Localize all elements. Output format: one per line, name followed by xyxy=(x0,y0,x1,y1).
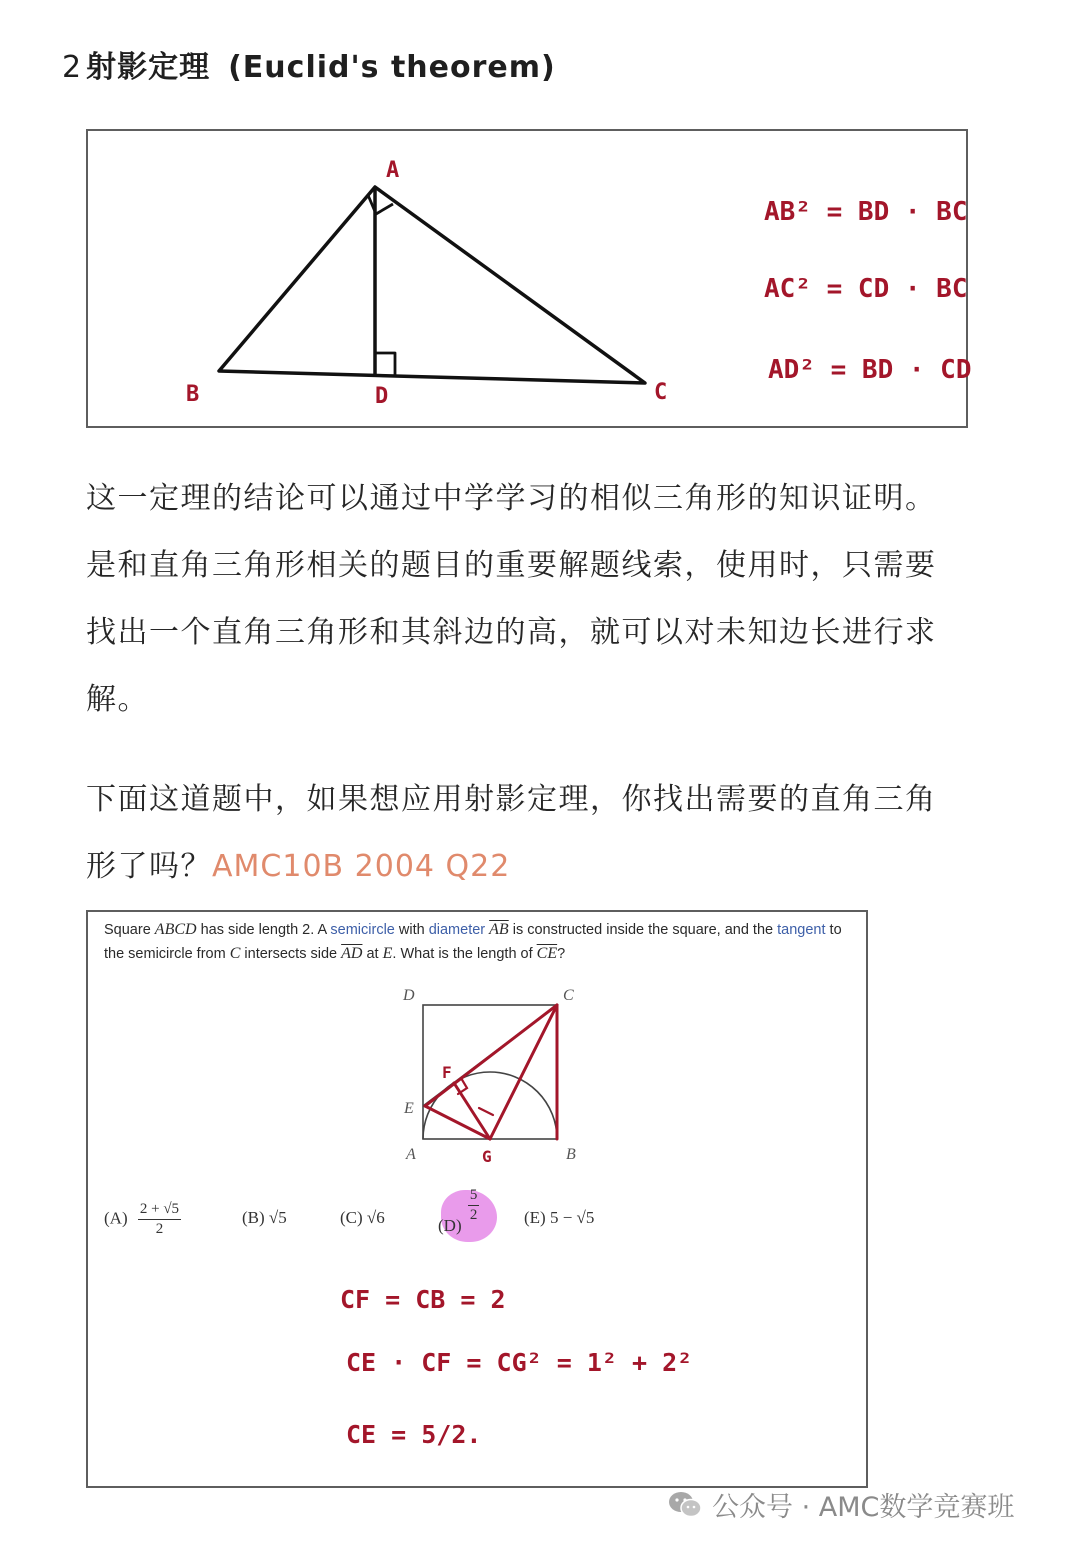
explanation-paragraph: 这一定理的结论可以通过中学学习的相似三角形的知识证明。是和直角三角形相关的题目的重要解题线索，使用时，只需要找出一个直角三角形和其斜边的高，就可以对未知边长进行求解。 xyxy=(86,481,937,717)
title-chinese: 射影定理 xyxy=(86,50,211,85)
math-ad: $\overline{AD}$ xyxy=(341,945,363,962)
fig-label-b: B xyxy=(566,1146,576,1163)
answer-choices xyxy=(104,1182,804,1242)
problem-reference: AMC10B 2004 Q22 xyxy=(212,849,511,884)
semicircle xyxy=(423,1072,557,1139)
title-number: 2 xyxy=(62,50,83,85)
solution-line-1: CF = CB = 2 xyxy=(340,1285,506,1314)
fig-label-g: G xyxy=(482,1147,492,1166)
formula-ad: AD² = BD · CD xyxy=(768,355,972,385)
math-c: C xyxy=(229,945,241,962)
amc-problem-box xyxy=(86,910,868,1488)
term-diameter[interactable]: diameter xyxy=(428,922,486,938)
label-c: C xyxy=(654,380,668,405)
choice-e[interactable]: (E) 5 − √5 xyxy=(524,1208,595,1227)
term-tangent[interactable]: tangent xyxy=(777,922,826,938)
label-b: B xyxy=(186,382,200,407)
math-abcd: ABCD xyxy=(154,921,197,938)
choice-c[interactable]: (C) √6 xyxy=(340,1208,385,1227)
choice-d[interactable]: (D) $\frac{5}{2}$ xyxy=(438,1187,478,1236)
wechat-watermark xyxy=(668,1485,1014,1521)
question-paragraph xyxy=(86,766,946,900)
formula-ac: AC² = CD · BC xyxy=(764,274,968,304)
wechat-icon xyxy=(668,1491,702,1526)
choice-b[interactable]: (B) √5 xyxy=(242,1208,287,1227)
footer-text: 公众号 · AMC数学竞赛班 xyxy=(712,1492,1015,1523)
fig-label-a: A xyxy=(406,1146,416,1163)
right-angle-mark-d xyxy=(375,353,395,377)
label-d: D xyxy=(375,384,389,409)
fig-label-f: F xyxy=(442,1063,452,1082)
solution-line-3: CE = 5/2. xyxy=(346,1420,482,1449)
fig-label-d: D xyxy=(403,987,415,1004)
triangle-abc xyxy=(219,187,645,383)
math-ce: $\overline{CE}$ xyxy=(536,945,558,962)
page-title xyxy=(62,42,556,86)
math-ab: $\overline{AB}$ xyxy=(489,921,509,938)
solution-line-2: CE · CF = CG² = 1² + 2² xyxy=(346,1348,693,1377)
formula-ab: AB² = BD · BC xyxy=(764,197,968,227)
fig-label-e: E xyxy=(404,1100,414,1117)
choice-a[interactable]: (A) $\frac{2 + √5}{2}$ xyxy=(104,1201,180,1237)
math-e: E xyxy=(382,945,393,962)
term-semicircle[interactable]: semicircle xyxy=(330,922,395,938)
title-english: (Euclid's theorem) xyxy=(228,50,556,85)
label-a: A xyxy=(386,158,400,183)
fig-label-c: C xyxy=(563,987,574,1004)
problem-statement: Square ABCD has side length 2. A semicircle with diameter $\overline{AB}$ is constructed inside the square, and the tangent to the semicircle from C intersects side $\overline{AD}$ at E. What is the length of $\overline{CE}$? xyxy=(104,921,842,962)
euclid-theorem-figure xyxy=(86,129,972,428)
right-angle-g xyxy=(479,1108,493,1115)
question-text: 下面这道题中，如果想应用射影定理，你找出需要的直角三角形了吗？ xyxy=(86,782,937,884)
